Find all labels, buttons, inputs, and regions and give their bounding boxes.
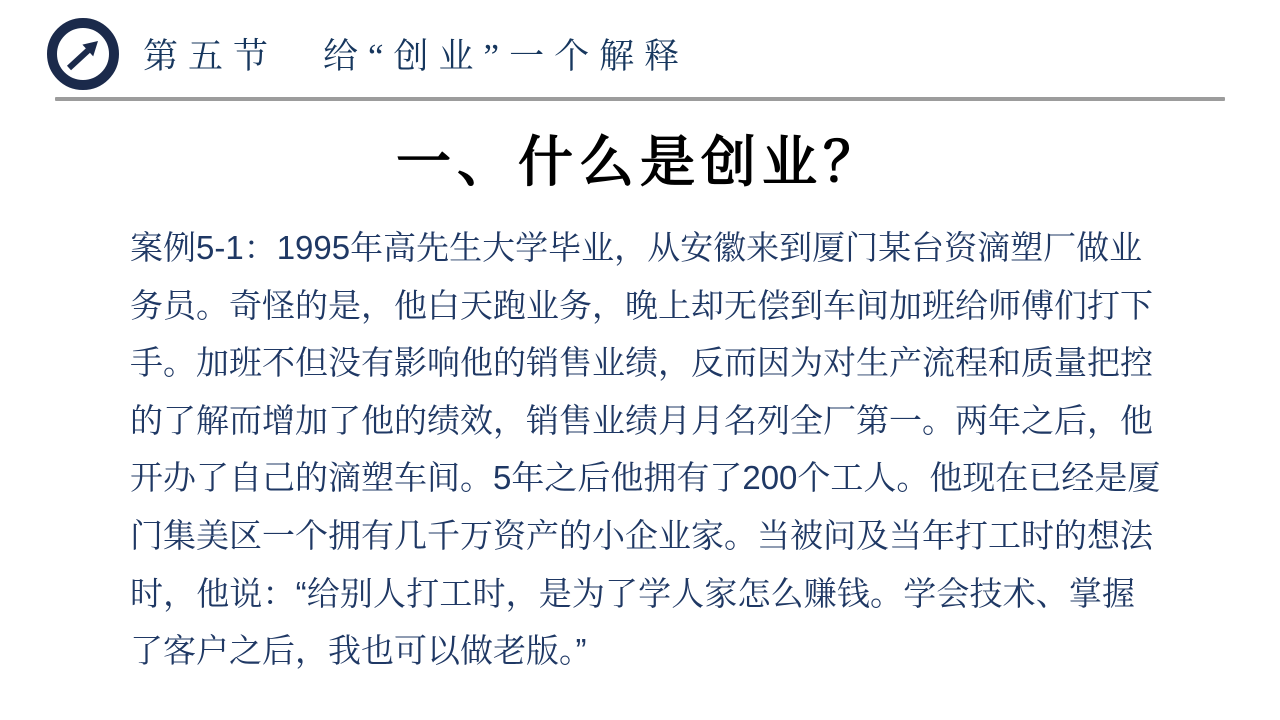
paragraph-line: 时，他说：“给别人打工时，是为了学人家怎么赚钱。学会技术、掌握: [130, 574, 1135, 612]
paragraph-line: 的了解而增加了他的绩效，销售业绩月月名列全厂第一。两年之后，他: [130, 401, 1153, 439]
paragraph-line: 了客户之后，我也可以做老版。”: [130, 632, 587, 670]
paragraph-line: 门集美区一个拥有几千万资产的小企业家。当被问及当年打工时的想法: [130, 516, 1153, 554]
page-title: 一、什么是创业？: [395, 132, 884, 193]
arrow-up-right-circle-icon: [45, 16, 121, 92]
slide-header: [45, 14, 1235, 94]
case-study-paragraph: [130, 219, 1161, 680]
paragraph-line: 开办了自己的滴塑车间。5年之后他拥有了200个工人。他现在已经是厦: [130, 459, 1161, 497]
header-divider: [55, 97, 1225, 101]
paragraph-line: 务员。奇怪的是，他白天跑业务，晚上却无偿到车间加班给师傅们打下: [130, 286, 1153, 324]
paragraph-line: 案例5-1：1995年高先生大学毕业，从安徽来到厦门某台资滴塑厂做业: [130, 229, 1143, 266]
paragraph-line: 手。加班不但没有影响他的销售业绩，反而因为对生产流程和质量把控: [130, 344, 1153, 382]
section-title: 第五节 给“创业”一个解释: [143, 37, 690, 76]
